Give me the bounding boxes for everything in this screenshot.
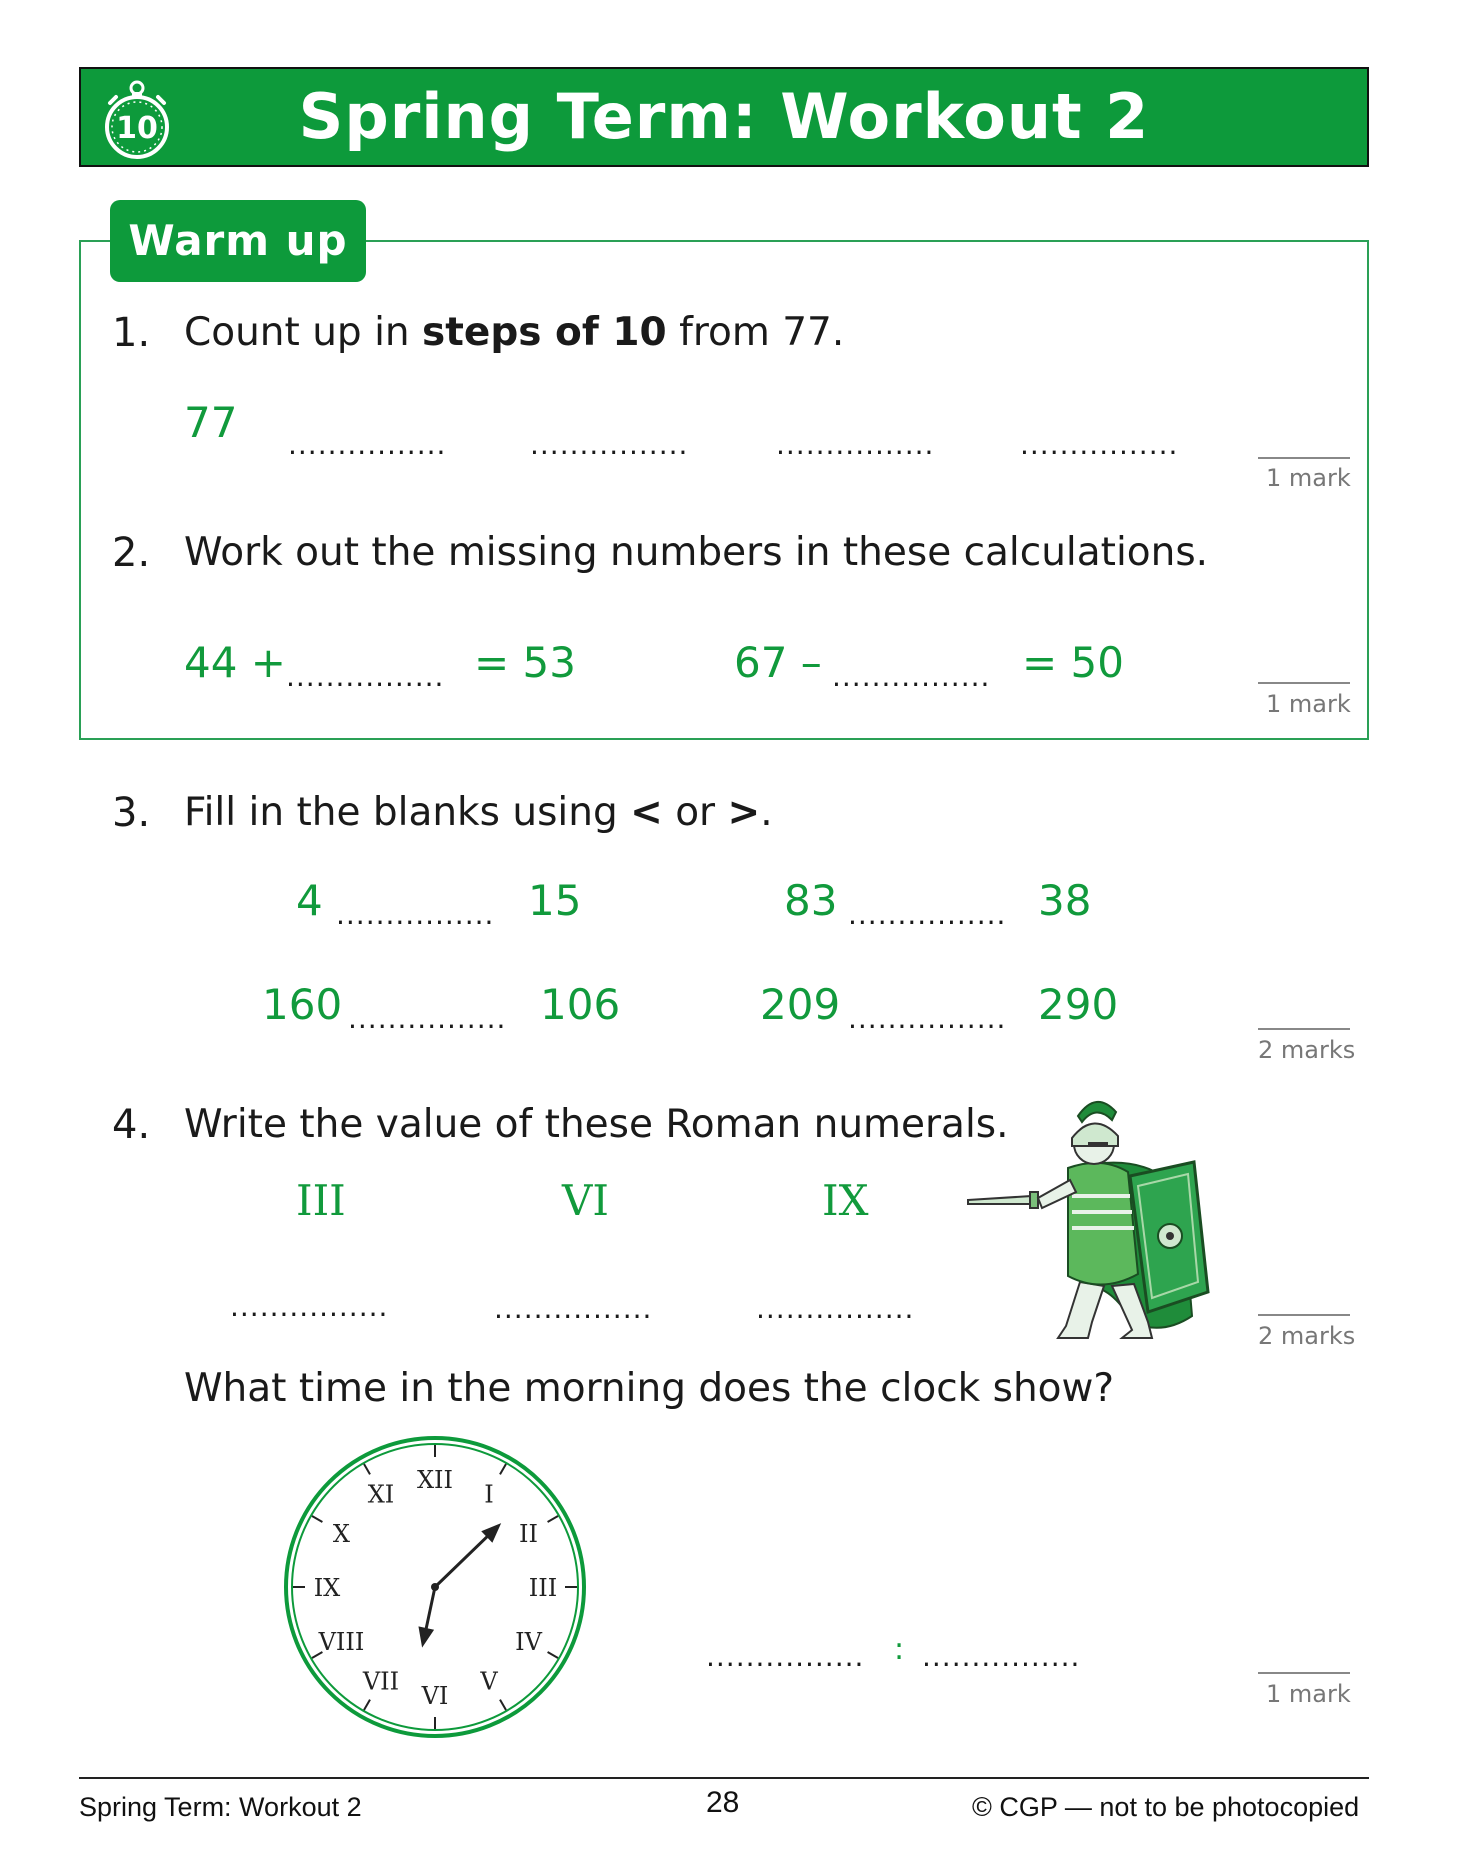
q3-pair-2-blank[interactable]: ................ [848,898,1007,931]
page-number: 28 [706,1786,740,1819]
q2-calc1-blank[interactable]: ................ [286,660,445,693]
clock-numeral: III [528,1574,558,1602]
q2-mark-line [1258,682,1350,684]
q3-pair-4-right: 290 [1038,980,1119,1029]
q5-minutes-blank[interactable]: ................ [922,1640,1081,1673]
page-title: Spring Term: Workout 2 [298,80,1150,153]
q4-mark-label: 2 marks [1258,1322,1356,1350]
q3-pair-2-right: 38 [1038,876,1092,925]
q1-start-number: 77 [184,398,238,447]
clock-center [431,1583,439,1591]
q1-answer-blank-1[interactable]: ................ [288,428,447,461]
q2-mark-label: 1 mark [1266,690,1351,718]
q2-calc1-left: 44 + [184,638,286,687]
q5-time-separator: : [894,1632,905,1667]
clock-numeral: IV [515,1628,542,1656]
q3-pair-1-right: 15 [528,876,582,925]
q1-mark-label: 1 mark [1266,464,1351,492]
q2-calc2-left: 67 – [734,638,822,687]
q3-pair-4-left: 209 [760,980,841,1029]
q3-pair-1-blank[interactable]: ................ [336,898,495,931]
q4-numeral-2: VI [562,1176,609,1225]
q2-calc2-right: = 50 [1022,638,1124,687]
q4-mark-line [1258,1314,1350,1316]
question-2-number: 2. [112,530,151,576]
question-4-text: Write the value of these Roman numerals. [184,1102,1009,1147]
q4-answer-blank-1[interactable]: ................ [230,1290,389,1323]
q1-answer-blank-4[interactable]: ................ [1020,428,1179,461]
clock-numeral: VIII [318,1628,365,1656]
q3-pair-2-left: 83 [784,876,838,925]
warmup-label: Warm up [110,200,366,282]
q3-pair-1-left: 4 [296,876,323,925]
roman-soldier-illustration [962,1086,1222,1342]
footer-title: Spring Term: Workout 2 [79,1792,362,1822]
question-5-text: What time in the morning does the clock show? [184,1366,1115,1411]
q1-mark-line [1258,457,1350,459]
clock-numeral: X [332,1520,351,1548]
q3-mark-label: 2 marks [1258,1036,1356,1064]
q2-calc1-right: = 53 [474,638,576,687]
footer-rule [79,1777,1369,1779]
question-2-text: Work out the missing numbers in these calculations. [184,530,1209,575]
question-3-text: Fill in the blanks using < or >. [184,790,773,835]
clock-numeral: IX [313,1574,341,1602]
clock-numeral: I [484,1480,494,1509]
clock-numeral: V [480,1667,498,1696]
clock-numeral: VI [421,1682,449,1710]
q4-answer-blank-3[interactable]: ................ [756,1292,915,1325]
q5-mark-line [1258,1672,1350,1674]
q3-pair-4-blank[interactable]: ................ [848,1002,1007,1035]
q3-pair-3-right: 106 [540,980,621,1029]
question-3-number: 3. [112,790,151,836]
clock-numeral: XI [367,1480,395,1509]
footer-copyright: © CGP — not to be photocopied [972,1792,1360,1822]
question-4-number: 4. [112,1102,151,1148]
q1-answer-blank-2[interactable]: ................ [530,428,689,461]
roman-clock [280,1432,590,1742]
q3-pair-3-left: 160 [262,980,343,1029]
q3-pair-3-blank[interactable]: ................ [348,1002,507,1035]
clock-numeral: II [519,1520,539,1548]
q5-mark-label: 1 mark [1266,1680,1351,1708]
stopwatch-number: 10 [116,111,158,146]
q4-numeral-1: III [296,1176,346,1225]
page-header [79,67,1369,167]
q3-mark-line [1258,1028,1350,1030]
q4-answer-blank-2[interactable]: ................ [494,1292,653,1325]
q2-calc2-blank[interactable]: ................ [832,660,991,693]
q4-numeral-3: IX [822,1176,869,1225]
clock-numeral: VII [362,1667,400,1696]
question-1-text: Count up in steps of 10 from 77. [184,310,845,355]
question-1-number: 1. [112,310,151,356]
q5-hours-blank[interactable]: ................ [706,1640,865,1673]
q1-answer-blank-3[interactable]: ................ [776,428,935,461]
clock-numeral: XII [416,1466,454,1494]
